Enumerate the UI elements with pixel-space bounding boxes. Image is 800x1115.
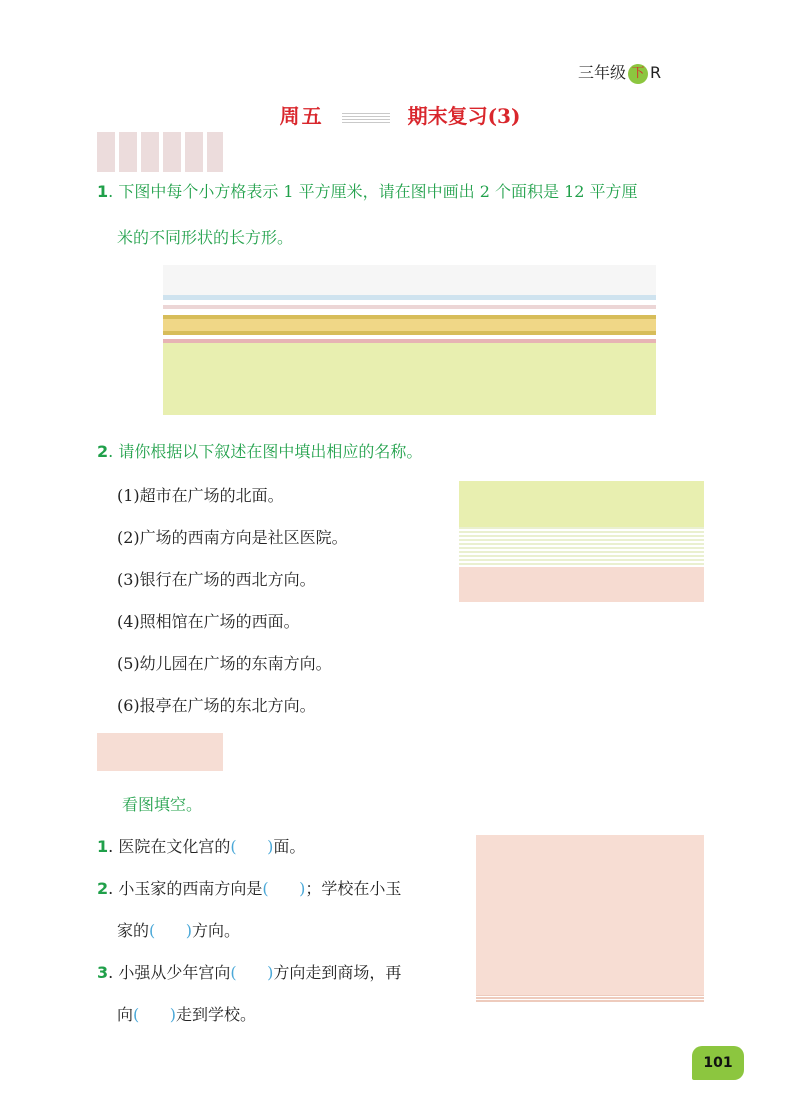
map-figure-lines: [459, 527, 704, 567]
statement-item: (6)报亭在广场的东北方向。: [117, 696, 316, 715]
answer-blank[interactable]: ( ): [149, 921, 193, 940]
grade-label: [578, 60, 661, 84]
grade-volume-badge: 下: [628, 64, 648, 84]
section-tag-image: [97, 132, 223, 172]
grid-figure-header: [163, 265, 656, 345]
square-grid-figure[interactable]: [163, 265, 656, 415]
fill-in-heading: 看图填空。: [122, 795, 203, 814]
statement-item: (5)幼儿园在广场的东南方向。: [117, 654, 332, 673]
map-figure-edge: [476, 995, 704, 1003]
answer-blank[interactable]: ( ): [262, 879, 306, 898]
answer-blank[interactable]: ( ): [133, 1005, 177, 1024]
question-2: 2. 请你根据以下叙述在图中填出相应的名称。: [97, 442, 423, 461]
statement-item: (2)广场的西南方向是社区医院。: [117, 528, 348, 547]
neighborhood-map-figure: [476, 835, 704, 1003]
section-tag-2: [97, 733, 223, 771]
fill-question-3-line-2: 向( )走到学校。: [117, 1005, 257, 1024]
question-1-line-1: 1. 下图中每个小方格表示 1 平方厘米，请在图中画出 2 个面积是 12 平方厘: [97, 182, 638, 201]
grade-suffix: R: [650, 63, 662, 82]
statement-item: (1)超市在广场的北面。: [117, 486, 284, 505]
answer-blank[interactable]: ( ): [230, 837, 274, 856]
fill-question-2-line-1: 2. 小玉家的西南方向是( )；学校在小玉: [97, 879, 402, 898]
title-divider: [342, 113, 390, 123]
page-title: [0, 100, 800, 129]
fill-question-3-line-1: 3. 小强从少年宫向( )方向走到商场，再: [97, 963, 402, 982]
direction-map-figure[interactable]: [459, 481, 704, 602]
statement-item: (3)银行在广场的西北方向。: [117, 570, 316, 589]
question-1-line-2: 米的不同形状的长方形。: [117, 228, 294, 247]
page-number: 101: [692, 1046, 744, 1080]
grade-prefix: 三年级: [578, 63, 627, 82]
title-topic: 期末复习(3): [407, 104, 521, 128]
fill-question-2-line-2: 家的( )方向。: [117, 921, 241, 940]
statement-item: (4)照相馆在广场的西面。: [117, 612, 300, 631]
title-day: 周五: [279, 104, 324, 128]
fill-question-1: 1. 医院在文化宫的( )面。: [97, 837, 306, 856]
answer-blank[interactable]: ( ): [230, 963, 274, 982]
